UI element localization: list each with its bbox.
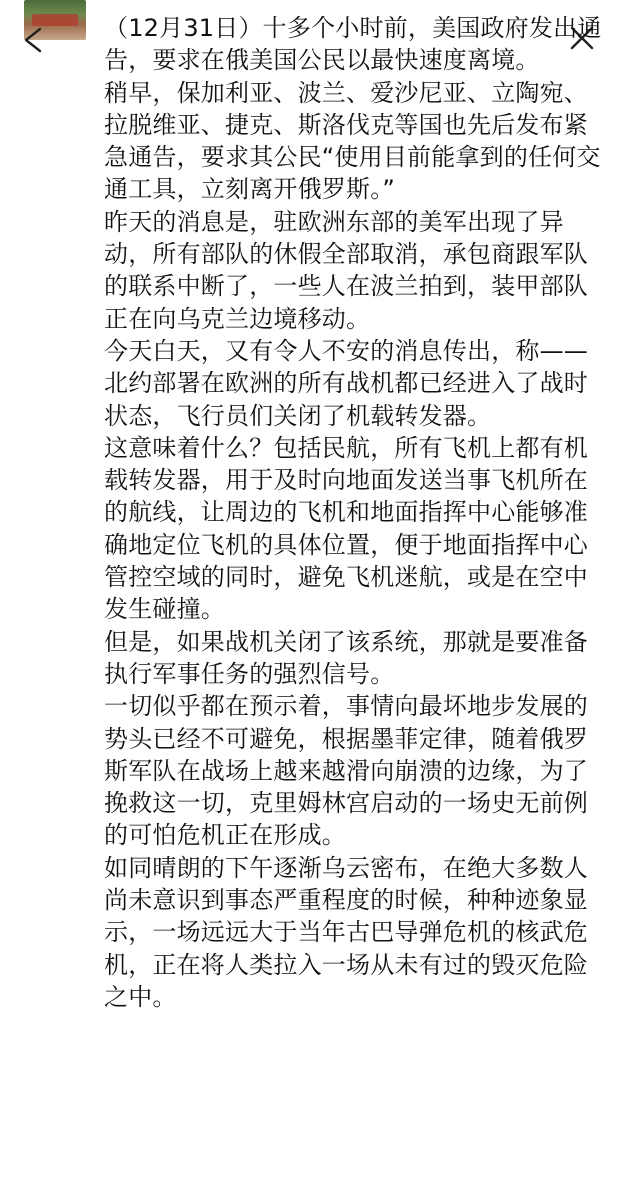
paragraph-7: 一切似乎都在预示着，事情向最坏地步发展的势头已经不可避免，根据墨菲定律，随着俄罗斯军队在战场上越来越滑向崩溃的边缘，为了挽救这一切，克里姆林宫启动的一场史无前例的可怕危机正在形成。 <box>104 692 588 850</box>
article-body <box>104 12 609 1013</box>
paragraph-5: 这意味着什么？包括民航，所有飞机上都有机载转发器，用于及时向地面发送当事飞机所在的航线，让周边的飞机和地面指挥中心能够准确地定位飞机的具体位置，便于地面指挥中心管控空域的同时，避免飞机迷航，或是在空中发生碰撞。 <box>104 433 588 624</box>
paragraph-3: 昨天的消息是，驻欧洲东部的美军出现了异动，所有部队的休假全部取消，承包商跟军队的联系中断了，一些人在波兰拍到，装甲部队正在向乌克兰边境移动。 <box>104 207 588 333</box>
paragraph-8: 如同晴朗的下午逐渐乌云密布，在绝大多数人尚未意识到事态严重程度的时候，种种迹象显示，一场远远大于当年古巴导弹危机的核武危机，正在将人类拉入一场从未有过的毁灭危险之中。 <box>104 853 588 1011</box>
paragraph-2: 稍早，保加利亚、波兰、爱沙尼亚、立陶宛、拉脱维亚、捷克、斯洛伐克等国也先后发布紧急通告，要求其公民“使用目前能拿到的任何交通工具，立刻离开俄罗斯。” <box>104 78 601 204</box>
paragraph-6: 但是，如果战机关闭了该系统，那就是要准备执行军事任务的强烈信号。 <box>104 627 588 688</box>
chevron-left-icon[interactable] <box>20 26 48 54</box>
paragraph-4: 今天白天，又有令人不安的消息传出，称——北约部署在欧洲的所有战机都已经进入了战时状态，飞行员们关闭了机载转发器。 <box>104 336 588 430</box>
paragraph-1: （12月31日）十多个小时前，美国政府发出通告，要求在俄美国公民以最快速度离境。 <box>104 14 602 75</box>
